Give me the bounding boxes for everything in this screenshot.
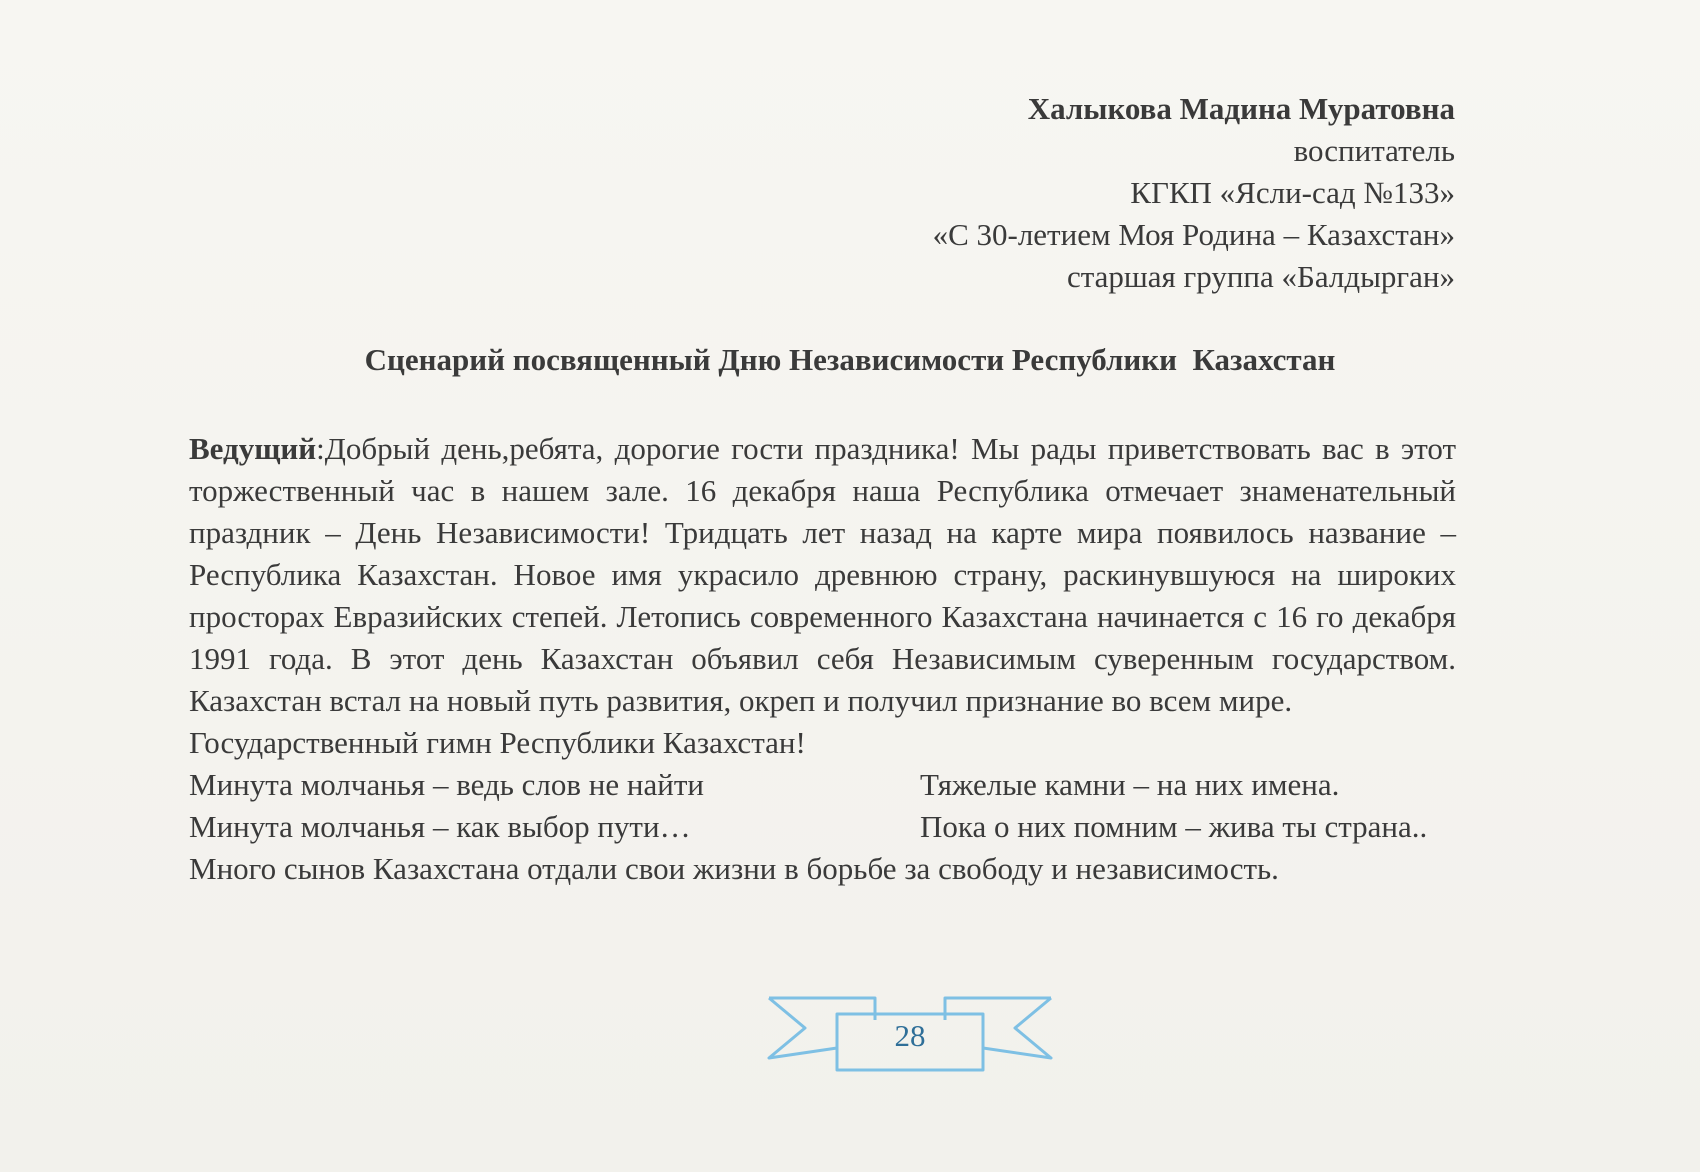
page-number: 28 [894, 1018, 926, 1053]
intro-paragraph [189, 428, 1456, 722]
page-number-badge [765, 988, 1055, 1074]
poem-line-right: Пока о них помним – жива ты страна.. [920, 809, 1428, 844]
event-name: «С 30-летием Моя Родина – Казахстан» [932, 217, 1455, 252]
speaker-label: Ведущий [189, 431, 317, 466]
poem-row [189, 806, 1456, 848]
poem-row [189, 764, 1456, 806]
poem-line-left: Минута молчанья – как выбор пути… [189, 809, 691, 844]
poem-line-right: Тяжелые камни – на них имена. [920, 767, 1340, 802]
anthem-line: Государственный гимн Республики Казахстан! [189, 725, 806, 760]
document-title: Сценарий посвященный Дню Независимости Республики Казахстан [364, 342, 1336, 377]
author-block [933, 88, 1455, 298]
author-name: Халыкова Мадина Муратовна [1027, 91, 1455, 126]
author-position: воспитатель [1293, 133, 1455, 168]
closing-line: Много сынов Казахстана отдали свои жизни в борьбе за свободу и независимость. [189, 851, 1279, 886]
author-organization: КГКП «Ясли-сад №133» [1130, 175, 1455, 210]
document-body [189, 428, 1456, 890]
intro-text: :Добрый день,ребята, дорогие гости праздника! Мы рады приветствовать вас в этот торжественный час в нашем зале. 16 декабря наша Республика отмечает знаменательный праздник – День Независимости! Тридцать лет назад на карте мира появилось название – Республика Казахстан. Новое имя украсило древнюю страну, раскинувшуюся на широких просторах Евразийских степей. Летопись современного Казахстана начинается с 16 го декабря 1991 года. В этот день Казахстан объявил себя Независимым суверенным государством. Казахстан встал на новый путь развития, окреп и получил признание во всем мире. [189, 431, 1456, 718]
group-name: старшая группа «Балдырган» [1066, 259, 1455, 294]
poem-line-left: Минута молчанья – ведь слов не найти [189, 767, 704, 802]
